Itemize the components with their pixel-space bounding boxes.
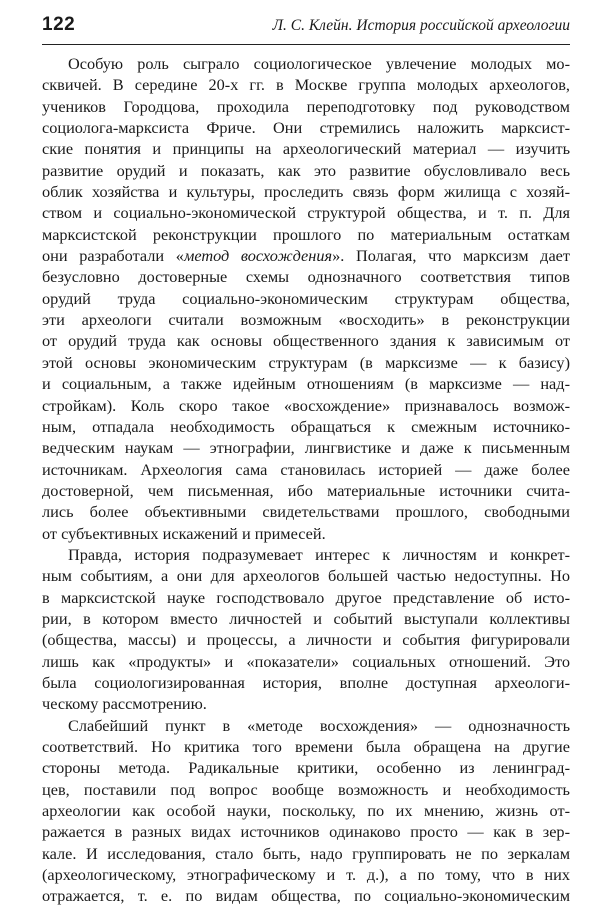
paragraph-3	[42, 715, 570, 907]
text-line: кале. И исследования, стало быть, надо группировать не по зеркалам	[42, 843, 570, 863]
text-line: от субъективных искажений и примесей.	[42, 523, 326, 543]
text-line: стороны метода. Радикальные критики, особенно из ленинград-	[42, 758, 570, 778]
running-title: Л. С. Клейн. История российской археологии	[272, 17, 570, 34]
text-line: лись более объективными свидетельствами прошлого, свободными	[42, 502, 570, 522]
text-line: отражается, т. е. по видам общества, по социально-экономическим	[42, 886, 570, 906]
body-text	[42, 53, 570, 907]
text-run: они разработали «	[42, 246, 184, 266]
text-line: эти археологи считали возможным «восходить» в реконструкции	[42, 310, 570, 330]
text-line: источникам. Археология сама становилась историей — даже более	[42, 459, 570, 479]
emphasis-term: метод восхождения	[183, 246, 333, 266]
text-line: Слабейший пункт в «методе восхождения» — однозначность	[68, 715, 570, 735]
text-line: развитие орудий и показать, как это развитие обусловливало весь	[42, 160, 570, 180]
text-line: безусловно достоверные схемы однозначного соответствия типов	[42, 267, 570, 287]
text-line: этой основы экономическим структурам (в марксизме — к базису)	[42, 352, 570, 372]
text-line: ством и социально-экономической структурой общества, и т. п. Для	[42, 203, 570, 223]
paragraph-1	[42, 53, 570, 544]
text-line-with-emphasis	[42, 245, 570, 266]
text-line: учеников Городцова, проходила переподготовку под руководством	[42, 96, 570, 116]
text-line: орудий труда социально-экономическим структурам общества,	[42, 288, 570, 308]
text-line: (археологическому, этнографическому и т. д.), а по тому, что в них	[42, 865, 570, 885]
text-line: (общества, массы) и процессы, а личности и события фигурировали	[42, 630, 570, 650]
text-line: стройкам). Коль скоро такое «восхождение» признавалось возмож-	[42, 395, 570, 415]
header-rule	[42, 44, 570, 45]
text-line: рии, в котором вместо личностей и событий выступали коллективы	[42, 608, 570, 628]
paragraph-2	[42, 544, 570, 715]
text-line: лишь как «продукты» и «показатели» социальных отношений. Это	[42, 651, 570, 671]
text-line: соответствий. Но критика того времени была обращена на другие	[42, 737, 570, 756]
text-line: археологии как особой науки, поскольку, по их мнению, жизнь от-	[42, 801, 570, 821]
text-line: в марксистской науке господствовало другое представление об исто-	[42, 587, 570, 607]
text-line: марксистской реконструкции прошлого по материальным остаткам	[42, 224, 570, 244]
text-line: ражается в разных видах источников одинаково просто — как в зер-	[42, 822, 570, 842]
text-line: ным, отпадала необходимость обращаться к смежным источнико-	[42, 416, 570, 436]
text-line: ведческим наукам — этнографии, лингвистике и даже к письменным	[42, 438, 570, 458]
text-line: и социальным, а также идейным отношениям (в марксизме — над-	[42, 374, 570, 394]
text-line: цев, поставили под вопрос вообще возможность и необходимость	[42, 779, 570, 799]
text-line: ские понятия и принципы на археологический материал — изучить	[42, 139, 570, 159]
text-line: Особую роль сыграло социологическое увлечение молодых мо-	[68, 54, 570, 73]
page-number: 122	[42, 14, 76, 35]
text-run: ». Полагая, что марксизм дает	[332, 246, 571, 266]
text-line: была социологизированная история, вполне доступная археологи-	[42, 672, 570, 692]
text-line: сквичей. В середине 20-х гг. в Москве группа молодых археологов,	[42, 75, 570, 95]
text-line: достоверной, чем письменная, ибо материальные источники счита-	[42, 480, 570, 500]
text-line: от орудий труда как основы общественного здания к зависимым от	[42, 331, 570, 351]
running-head	[42, 14, 570, 42]
text-line: ным событиям, а они для археологов большей частью недоступны. Но	[42, 566, 570, 586]
text-line: Правда, история подразумевает интерес к личностям и конкрет-	[68, 544, 570, 564]
text-line: социолога-марксиста Фриче. Они стремились наложить марксист-	[42, 118, 570, 138]
text-line: облик хозяйства и культуры, проследить связь форм жилища с хозяй-	[42, 182, 570, 202]
text-line: ческому рассмотрению.	[42, 694, 207, 714]
